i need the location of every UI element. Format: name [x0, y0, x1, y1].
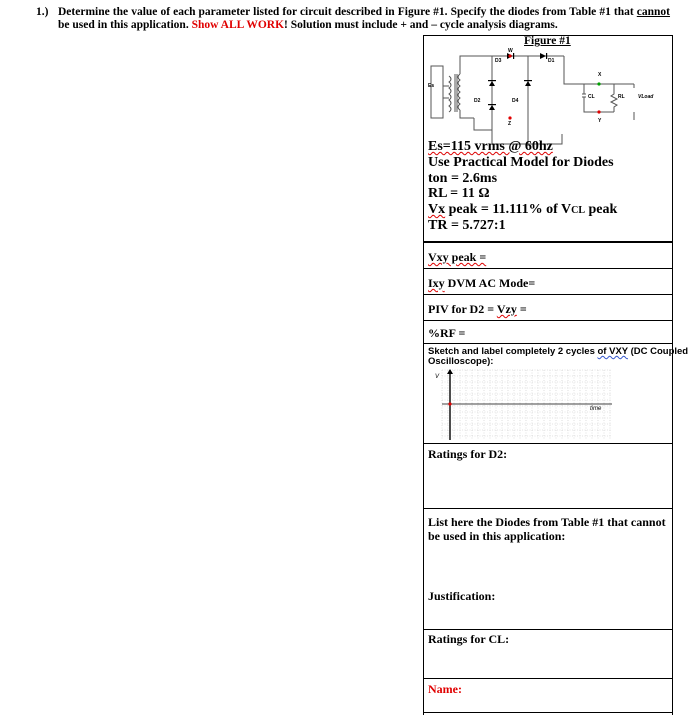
x-label: X: [598, 72, 602, 78]
name-label: Name:: [428, 682, 462, 696]
given-rl: RL = 11 Ω: [428, 186, 490, 201]
axis-time-label: time: [590, 406, 602, 412]
sketch-label-2: Oscilloscope):: [428, 356, 494, 367]
given-vx: Vx peak = 11.111% of VCL peak: [428, 202, 618, 217]
sketch-label-1: Sketch and label completely 2 cycles of VXY (DC Coupled: [428, 346, 688, 357]
figure-title: Figure #1: [524, 35, 571, 47]
sketch-box: [423, 343, 688, 444]
z-label: Z: [508, 121, 512, 127]
vxy-peak-label: Vxy peak =: [428, 250, 487, 264]
node-z: [508, 116, 511, 119]
question-line2a: be used in this application.: [58, 19, 192, 31]
es-label: Es: [428, 83, 435, 89]
d2-label: D2: [474, 98, 481, 104]
question-line1: Determine the value of each parameter listed for circuit described in Figure #1. Specify the diodes from Table #1 that: [58, 6, 634, 18]
diode-d2b: [488, 104, 496, 110]
field-ratings-d2[interactable]: [423, 443, 673, 509]
ratings-d2-label: Ratings for D2:: [428, 447, 508, 461]
question-line2b: ! Solution must include + and – cycle analysis diagrams.: [284, 19, 558, 31]
question-number: 1.): [36, 6, 49, 18]
cl-label: CL: [588, 94, 595, 100]
field-ratings-cl[interactable]: [423, 629, 673, 679]
bridge-wires: [474, 56, 634, 144]
rf-label: %RF =: [428, 326, 466, 340]
piv-label: PIV for D2 = Vzy =: [428, 302, 527, 316]
transformer: [431, 56, 474, 118]
origin-marker: [448, 402, 451, 405]
field-diode-list[interactable]: [423, 508, 673, 630]
bottom-rule: [423, 712, 673, 713]
w-label: W: [508, 48, 513, 54]
justification-label: Justification:: [428, 589, 496, 603]
field-rf[interactable]: [423, 320, 673, 344]
rl-label: RL: [618, 94, 625, 100]
diode-d2: [488, 80, 496, 86]
axis-v-label: V: [435, 374, 440, 380]
figure-box: [423, 35, 673, 242]
d3-label: D3: [495, 58, 502, 64]
list-label-2: be used in this application:: [428, 529, 566, 543]
vload-label: VLoad: [638, 94, 654, 100]
ratings-cl-label: Ratings for CL:: [428, 632, 510, 646]
given-es: Es=115 vrms @ 60hz: [428, 139, 553, 154]
diode-d1: [540, 53, 547, 59]
ixy-label: Ixy DVM AC Mode=: [428, 276, 536, 290]
d1-label: D1: [548, 58, 555, 64]
field-vxy-peak[interactable]: [423, 242, 673, 269]
diode-d4: [524, 80, 532, 86]
y-label: Y: [598, 118, 602, 124]
d4-label: D4: [512, 98, 519, 104]
field-name[interactable]: [423, 678, 673, 715]
oscilloscope-grid[interactable]: [432, 368, 618, 442]
list-label-1: List here the Diodes from Table #1 that cannot: [428, 515, 666, 529]
field-ixy[interactable]: [423, 268, 673, 295]
question-text: [36, 6, 671, 32]
node-w: [508, 54, 511, 57]
given-ton: ton = 2.6ms: [428, 171, 498, 186]
node-y: [597, 110, 600, 113]
field-piv-d2[interactable]: [423, 294, 673, 321]
show-all-work: Show ALL WORK: [191, 19, 285, 31]
given-tr: TR = 5.727:1: [428, 218, 506, 233]
cannot-word: cannot: [636, 6, 671, 18]
node-x: [597, 82, 600, 85]
given-model: Use Practical Model for Diodes: [428, 155, 614, 170]
